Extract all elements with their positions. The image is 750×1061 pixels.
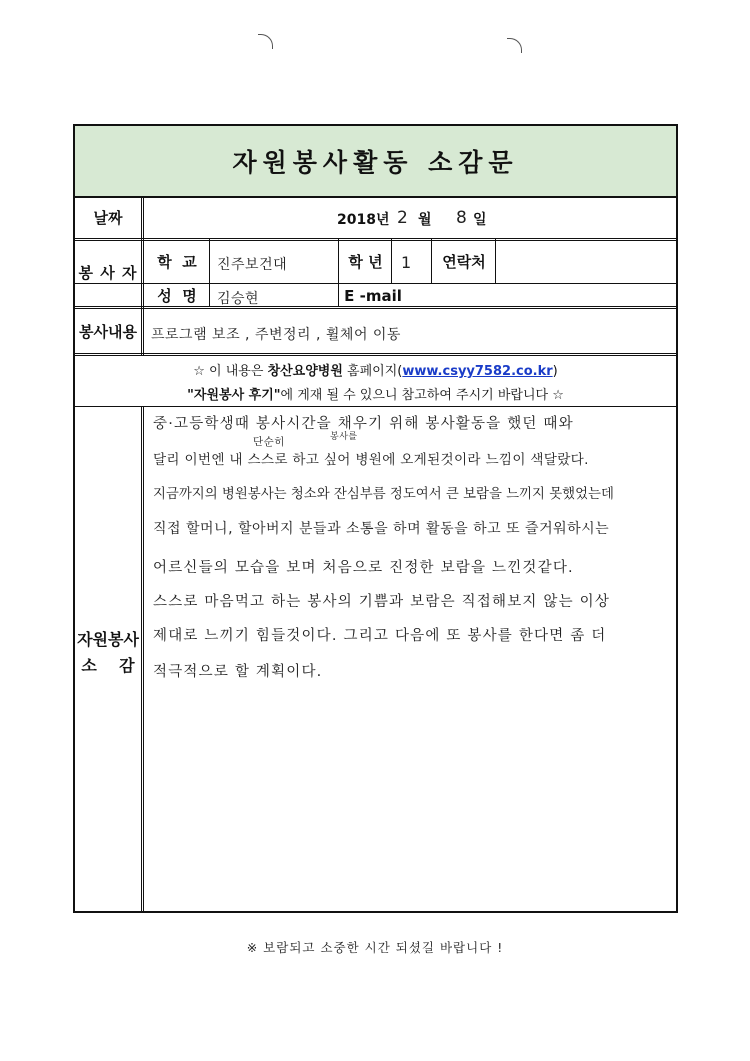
contact-label: 연락처 <box>442 252 486 271</box>
homepage-link[interactable]: www.csyy7582.co.kr <box>402 364 553 379</box>
review-insert-2: 봉사를 <box>330 432 358 442</box>
date-month-unit: 월 <box>418 212 432 228</box>
notice-text: ☆ 이 내용은 <box>193 364 268 379</box>
notice-line-2 <box>75 384 676 403</box>
review-line: 직접 할머니, 할아버지 분들과 소통을 하며 활동을 하고 또 즐거워하시는 <box>153 521 610 537</box>
grade-label: 학 년 <box>348 252 383 271</box>
punch-hole-left <box>258 34 273 49</box>
date-day-value: 8 <box>456 208 468 228</box>
col-divider <box>495 238 496 283</box>
row-divider <box>75 406 676 407</box>
review-line: 제대로 느끼기 힘들것이다. 그리고 다음에 또 봉사를 한다면 좀 더 <box>153 628 607 644</box>
date-year: 2018년 <box>337 212 390 228</box>
volunteer-review-form <box>73 124 678 913</box>
review-line: 적극적으로 할 계획이다. <box>153 664 323 680</box>
service-label: 봉사내용 <box>79 322 137 341</box>
grade-value: 1 <box>401 253 412 272</box>
review-line: 달리 이번엔 내 스스로 하고 싶어 병원에 오게된것이라 느낌이 색달랐다. <box>153 452 589 468</box>
date-label: 날짜 <box>93 208 123 227</box>
col-divider <box>338 238 339 306</box>
row-divider <box>75 353 676 356</box>
name-value: 김승현 <box>217 291 260 307</box>
col-divider <box>141 406 144 913</box>
notice-line-1 <box>75 360 676 379</box>
notice-text: ) <box>552 364 558 379</box>
review-label-line2: 소 감 <box>81 655 135 675</box>
col-divider <box>141 196 144 356</box>
email-label: E -mail <box>344 286 402 305</box>
review-line: 중·고등학생때 봉사시간을 채우기 위해 봉사활동을 했던 때와 <box>153 416 574 432</box>
review-line: 스스로 마음먹고 하는 봉사의 기쁨과 보람은 직접해보지 않는 이상 <box>153 594 611 610</box>
review-line: 어르신들의 모습을 보며 처음으로 진정한 보람을 느낀것같다. <box>153 560 574 576</box>
school-value: 진주보건대 <box>217 257 288 273</box>
review-board-name: "자원봉사 후기" <box>187 388 281 403</box>
service-value: 프로그램 보조 , 주변정리 , 휠체어 이동 <box>151 327 401 343</box>
review-line: 지금까지의 병원봉사는 청소와 잔심부름 정도여서 큰 보람을 느끼지 못했었는데 <box>153 487 614 502</box>
date-month-value: 2 <box>397 208 409 228</box>
volunteer-section-label: 봉 사 자 <box>78 264 138 282</box>
review-label-line1: 자원봉사 <box>77 629 139 649</box>
date-day-unit: 일 <box>473 212 487 228</box>
closing-message: ※ 보람되고 소중한 시간 되셨길 바랍니다 ! <box>246 940 504 955</box>
school-label: 학 교 <box>157 252 197 271</box>
col-divider <box>209 238 210 306</box>
form-title: 자원봉사활동 소감문 <box>75 126 676 198</box>
hospital-name: 창산요양병원 <box>267 364 343 379</box>
col-divider <box>431 238 432 283</box>
notice-text: 에 게재 될 수 있으니 참고하여 주시기 바랍니다 ☆ <box>280 388 564 403</box>
review-insert-1: 단순히 <box>253 436 285 448</box>
name-label: 성 명 <box>157 287 197 305</box>
col-divider <box>391 238 392 283</box>
notice-text: 홈페이지( <box>342 364 403 379</box>
punch-hole-right <box>507 38 522 53</box>
